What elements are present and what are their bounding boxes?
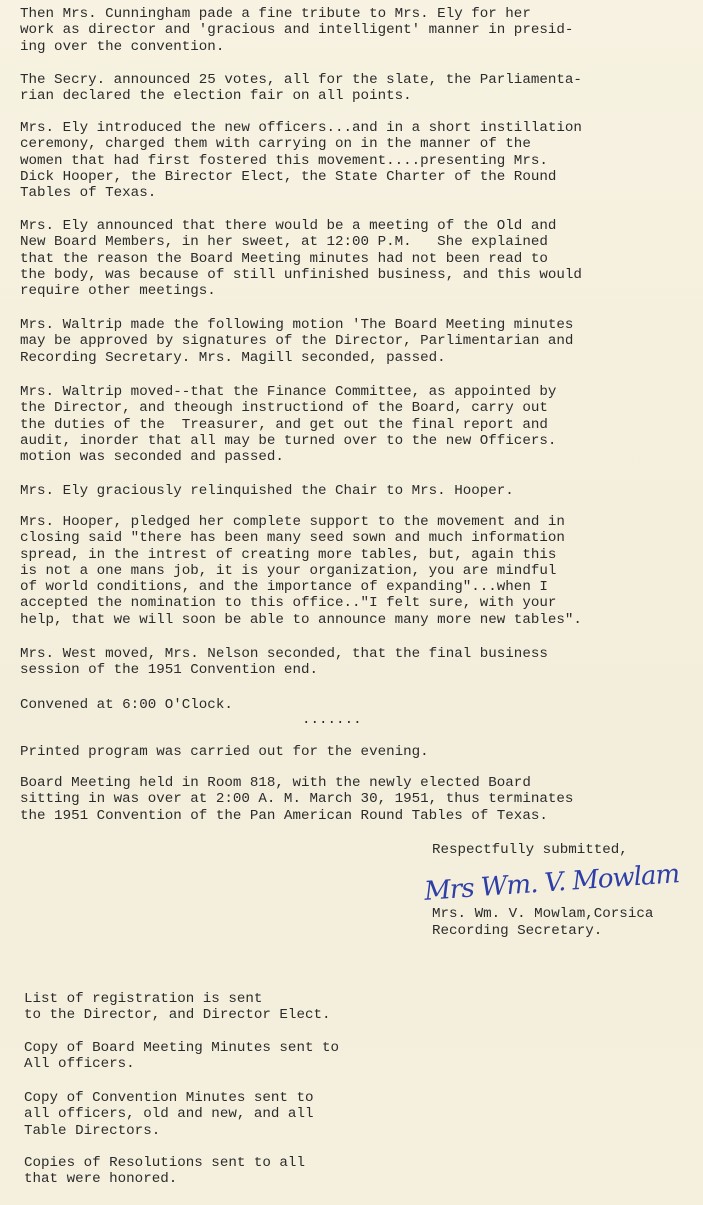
paragraph-installation: Mrs. Ely introduced the new officers...and in a short instillation ceremony, charged them with carrying on in the manner of the women that had first fostered this movement....presenting Mrs. Dick Hooper, the Birector Elect, the State Charter of the Round Tables of Texas. xyxy=(20,120,582,202)
paragraph-finance-motion: Mrs. Waltrip moved--that the Finance Committee, as appointed by the Director, and theough instructiond of the Board, carry out the duties of the Treasurer, and get out the final report and audit, inorder that all may be turned over to the new Officers. motion was seconded and passed. xyxy=(20,384,557,466)
paragraph-board-meeting-final: Board Meeting held in Room 818, with the newly elected Board sitting in was over at 2:00 A. M. March 30, 1951, thus terminates the 1951 Convention of the Pan American Round Tables of Texas. xyxy=(20,775,574,824)
paragraph-evening-program: Printed program was carried out for the evening. xyxy=(20,744,429,760)
paragraph-convened: Convened at 6:00 O'Clock. xyxy=(20,697,233,713)
note-convention-minutes: Copy of Convention Minutes sent to all officers, old and new, and all Table Directors. xyxy=(24,1090,314,1139)
paragraph-chair-relinquished: Mrs. Ely graciously relinquished the Chair to Mrs. Hooper. xyxy=(20,483,514,499)
paragraph-minutes-motion: Mrs. Waltrip made the following motion 'The Board Meeting minutes may be approved by signatures of the Director, Parlimentarian and Recording Secretary. Mrs. Magill seconded, passed. xyxy=(20,317,574,366)
paragraph-tribute: Then Mrs. Cunningham pade a fine tribute to Mrs. Ely for her work as director and 'gracious and intelligent' manner in presid- ing over the convention. xyxy=(20,6,574,55)
closing-line: Respectfully submitted, xyxy=(432,842,628,858)
note-board-minutes: Copy of Board Meeting Minutes sent to All officers. xyxy=(24,1040,340,1073)
signatory-title: Recording Secretary. xyxy=(432,923,603,939)
note-resolutions: Copies of Resolutions sent to all that were honored. xyxy=(24,1155,305,1188)
handwritten-signature: Mrs Wm. V. Mowlam xyxy=(423,859,681,907)
paragraph-election-results: The Secry. announced 25 votes, all for the slate, the Parliamenta- rian declared the election fair on all points. xyxy=(20,72,582,105)
paragraph-board-meeting: Mrs. Ely announced that there would be a meeting of the Old and New Board Members, in her sweet, at 12:00 P.M. She explained that the reason the Board Meeting minutes had not been read to the body, was because of still unfinished business, and this would require other meetings. xyxy=(20,218,582,300)
separator-dots: ....... xyxy=(302,712,362,728)
note-registration: List of registration is sent to the Director, and Director Elect. xyxy=(24,991,331,1024)
signatory-name: Mrs. Wm. V. Mowlam,Corsica xyxy=(432,906,654,922)
paragraph-hooper-speech: Mrs. Hooper, pledged her complete support to the movement and in closing said "there has been many seed sown and much information spread, in the intrest of creating more tables, but, again this is not a one mans job, it is your organization, you are mindful of world conditions, and the importance of expanding"...when I accepted the nomination to this office.."I felt sure, with your help, that we will soon be able to announce many more new tables". xyxy=(20,514,582,628)
paragraph-session-end: Mrs. West moved, Mrs. Nelson seconded, that the final business session of the 1951 Convention end. xyxy=(20,646,548,679)
